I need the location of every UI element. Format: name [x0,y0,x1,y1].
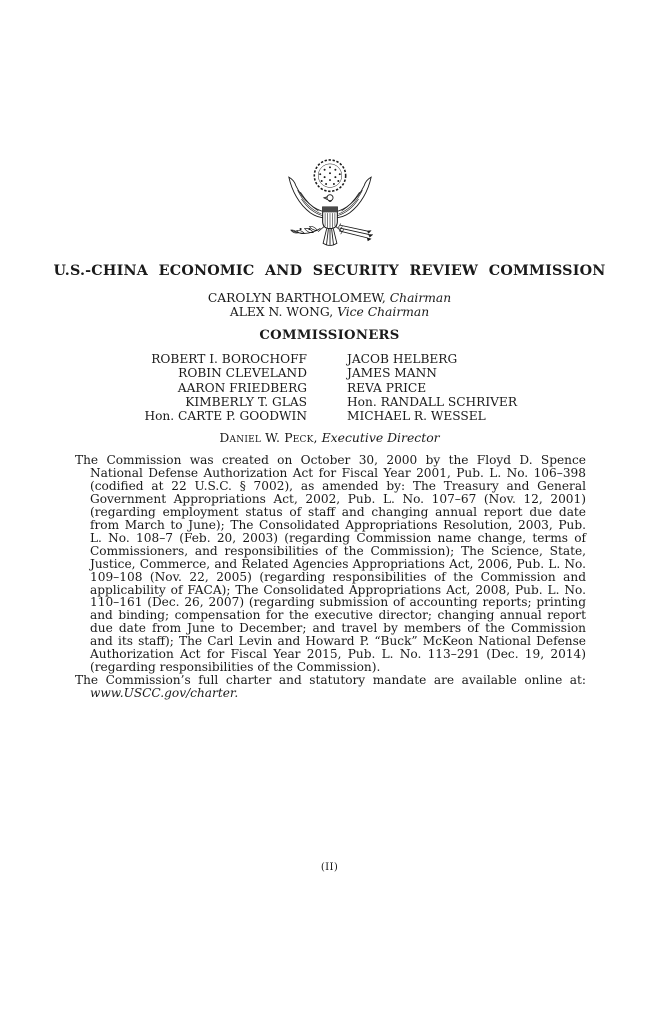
commissioner-name: REVA PRICE [347,380,427,395]
commissioner-name: ROBIN CLEVELAND [178,366,307,381]
executive-director-line [0,430,659,445]
vice-chairman-name: ALEX N. WONG, [229,304,334,319]
chairman-name: CAROLYN BARTHOLOMEW, [207,291,386,305]
commissioner-name: MICHAEL R. WESSEL [347,409,486,424]
creation-history-paragraph: The Commission was created on October 30, 2000 by the Floyd D. Spence National Defense Authorization Act for Fiscal Year 2001, Pub. L. No. 106–398 (codified at 22 U.S.C. § 7002), as amended by: The Treasury and General Government Appropriations Act, 2002, Pub. L. No. 107–67 (Nov. 12, 2001) (regarding employment status of staff and changing annual report due date from March to June); The Consolidated Appropriations Resolution, 2003, Pub. L. No. 108–7 (Feb. 20, 2003) (regarding Commission name change, terms of Commissioners, and responsibilities of the Commission); The Science, State, Justice, Commerce, and Related Agencies Appropriations Act, 2006, Pub. L. No. 109–108 (Nov. 22, 2005) (regarding responsibilities of the Commission and applicability of FACA); The Consolidated Appropriations Act, 2008, Pub. L. No. 110–161 (Dec. 26, 2007) (regarding submission of accounting reports; printing and binding; compensation for the executive director; changing annual report due date from June to December; and travel by members of the Commission and its staff); The Carl Levin and Howard P. “Buck” McKeon National Defense Authorization Act for Fiscal Year 2015, Pub. L. No. 113–291 (Dec. 19, 2014) (regarding responsibilities of the Commission). [75,453,586,675]
commissioner-name: Hon. CARTE P. GOODWIN [144,409,307,424]
leadership-block [0,292,659,319]
commissioner-name: Hon. RANDALL SCHRIVER [347,394,518,409]
vice-chairman-role: Vice Chairman [337,304,430,319]
column-gap [307,352,347,423]
commissioners-heading: COMMISSIONERS [259,328,400,343]
executive-director-name: Daniel W. Peck, [219,430,318,445]
commissioner-name: JAMES MANN [347,366,437,381]
chairman-role: Chairman [389,291,452,305]
commissioners-right-column [347,352,586,423]
seal-container [0,156,659,258]
chairman-line [0,292,659,306]
commissioner-name: ROBERT I. BOROCHOFF [151,352,307,366]
us-great-seal-icon [281,156,379,258]
commissioner-name: JACOB HELBERG [347,352,458,366]
page-number: (II) [320,862,339,873]
charter-url: www.USCC.gov/charter. [90,686,239,701]
charter-note-paragraph [75,674,586,700]
document-title: U.S.-CHINA ECONOMIC AND SECURITY REVIEW COMMISSION [53,263,606,279]
commissioners-left-column [75,352,307,423]
commissioner-name: KIMBERLY T. GLAS [185,394,307,409]
commissioners-list [75,352,586,423]
body-text [75,454,586,700]
vice-chairman-line [0,306,659,320]
charter-note-text: The Commission’s full charter and statutory mandate are available online at: [75,673,586,688]
commissioner-name: AARON FRIEDBERG [177,380,307,395]
executive-director-role: Executive Director [321,430,440,445]
